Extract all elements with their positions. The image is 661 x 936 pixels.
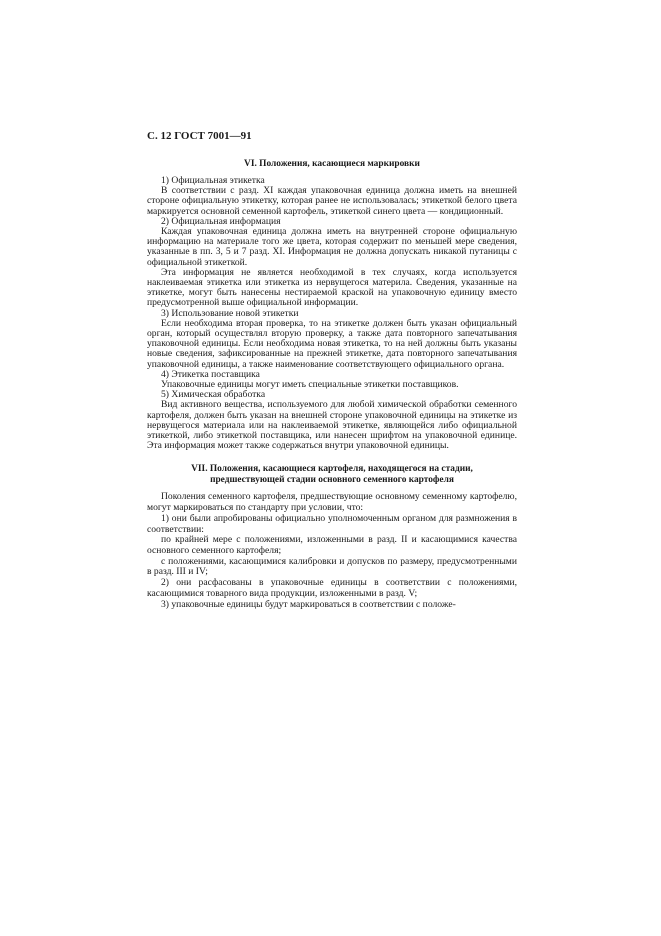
paragraph: 3) Использование новой этикетки bbox=[161, 307, 299, 319]
paragraph: Вид активного вещества, используемого для любой химической обработки семенного картофеля, должен быть указан на внешней стороне упаковочной единицы на этикетке из нервущегося материала или на наклеиваемой этикетке, являющейся либо официальной этикеткой, либо этикеткой поставщика, или нанесен шрифтом на упаковочной единице. Эта информация может также содержаться внутри упаковочной единицы. bbox=[147, 399, 517, 452]
paragraph: 4) Этикетка поставщика bbox=[161, 368, 260, 380]
document-page bbox=[147, 130, 517, 610]
paragraph: Поколения семенного картофеля, предшествующие основному семенному картофелю, могут маркироваться по стандарту при условии, что: bbox=[147, 491, 517, 514]
paragraph: 3) упаковочные единицы будут маркироваться в соответствии с положе- bbox=[161, 598, 456, 610]
page-header: С. 12 ГОСТ 7001—91 bbox=[147, 130, 252, 142]
section-7 bbox=[147, 464, 517, 610]
paragraph: с положениями, касающимися калибровки и допусков по размеру, предусмотренными в разд. III и IV; bbox=[147, 555, 517, 578]
section-7-title: VII. Положения, касающиеся картофеля, находящегося на стадии, предшествующей стадии основного семенного картофеля bbox=[191, 464, 473, 486]
paragraph: 5) Химическая обработка bbox=[161, 389, 266, 401]
section-6-title: VI. Положения, касающиеся маркировки bbox=[244, 159, 420, 169]
paragraph: Эта информация не является необходимой в тех случаях, когда используется наклеиваемая этикетка или этикетка из нервущегося материла. Сведения, указанные на этикетке, могут быть нанесены нестираемой краской на упаковочную единицу вместо предусмотренной выше официальной информации. bbox=[147, 266, 517, 309]
paragraph: по крайней мере с положениями, изложенными в разд. II и касающимися качества основного семенного картофеля; bbox=[147, 534, 517, 556]
paragraph: 2) они расфасованы в упаковочные единицы в соответствии с положениями, касающимися товарного вида продукции, изложенными в разд. V; bbox=[147, 577, 517, 599]
paragraph: Если необходима вторая проверка, то на этикетке должен быть указан официальный орган, который осуществлял вторую проверку, а также дата повторного запечатывания упаковочной единицы. Если необходима новая этикетка, то на ней должны быть указаны новые сведения, зафиксированные на прежней этикетке, дата повторного запечатывания упаковочной единицы, а также наименование соответствующего официального органа. bbox=[147, 317, 517, 370]
paragraph: 1) Официальная этикетка bbox=[161, 175, 265, 186]
paragraph: Упаковочные единицы могут иметь специальные этикетки поставщиков. bbox=[161, 379, 459, 391]
section-6 bbox=[147, 159, 517, 451]
paragraph: Каждая упаковочная единица должна иметь на внутренней стороне официальную информацию на материале того же цвета, которая содержит по меньшей мере сведения, указанные в пп. 3, 5 и 7 разд. XI. Информация не должна допускать никакой путаницы с официальной этикеткой. bbox=[147, 226, 517, 268]
paragraph: 2) Официальная информация bbox=[161, 215, 281, 227]
paragraph: В соответствии с разд. XI каждая упаковочная единица должна иметь на внешней стороне официальную этикетку, которая ранее не использовалась; этикеткой белого цвета маркируется основной семенной картофель, этикеткой синего цвета — кондиционный. bbox=[147, 185, 517, 217]
paragraph: 1) они были апробированы официально уполномоченным органом для размножения в соответствии: bbox=[147, 512, 517, 535]
